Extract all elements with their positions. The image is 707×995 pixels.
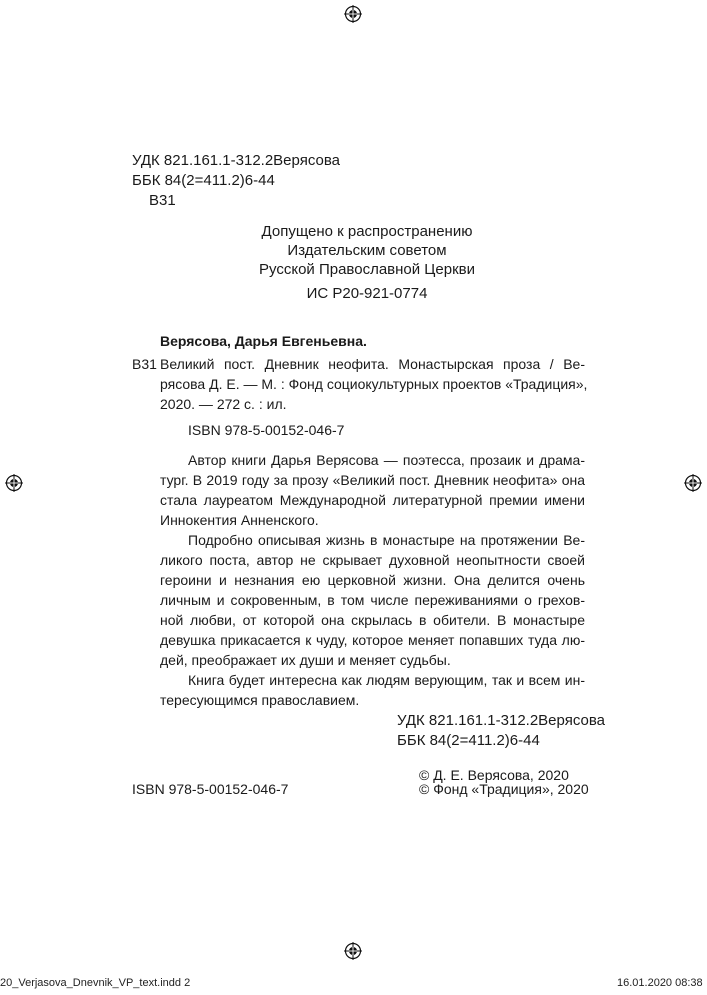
description-line: Великий пост. Дневник неофита. Монастырская проза / Ве-: [160, 356, 585, 372]
bbk-code: ББК 84(2=411.2)6-44: [132, 172, 275, 189]
approval-line: Допущено к распространению: [261, 223, 473, 240]
annotation-line: стала лауреатом Международной литературной премии имени: [160, 492, 585, 508]
approval-line: Русской Православной Церкви: [259, 261, 475, 278]
author-heading: Верясова, Дарья Евгеньевна.: [160, 333, 367, 349]
approval-line: Издательским советом: [287, 242, 447, 259]
slug-filename: 20_Verjasova_Dnevnik_VP_text.indd 2: [0, 977, 191, 989]
description-line: 2020. — 272 с. : ил.: [160, 396, 287, 412]
bibliographic-description: [160, 354, 588, 414]
annotation-line: тересующимся православием.: [160, 692, 360, 708]
annotation-line: девушка прикасается к чуду, которое меняет попавших туда лю-: [160, 632, 585, 648]
isbn: ISBN 978-5-00152-046-7: [132, 781, 289, 797]
annotation-line: Автор книги Дарья Верясова — поэтесса, прозаик и драма-: [188, 452, 585, 468]
author-mark: В31: [132, 356, 157, 372]
registration-mark-icon: [5, 474, 23, 492]
copyright-publisher: © Фонд «Традиция», 2020: [419, 781, 589, 797]
annotation-line: ной любви, от которой она скрылась в обители. В монастыре: [160, 612, 585, 628]
author-mark: В31: [149, 192, 176, 209]
annotation: [160, 450, 585, 710]
annotation-line: Иннокентия Анненского.: [160, 512, 319, 528]
annotation-line: ликого поста, автор не скрывает духовной неопытности своей: [160, 552, 585, 568]
description-line: рясова Д. Е. — М. : Фонд социокультурных проектов «Традиция»,: [160, 376, 588, 392]
udk-code: УДК 821.161.1-312.2Верясова: [397, 712, 605, 729]
copyright-author: © Д. Е. Верясова, 2020: [419, 767, 569, 783]
bbk-code: ББК 84(2=411.2)6-44: [397, 732, 540, 749]
annotation-line: Подробно описывая жизнь в монастыре на протяжении Ве-: [188, 532, 585, 548]
registration-mark-icon: [684, 474, 702, 492]
annotation-line: дей, преображает их души и меняет судьбы.: [160, 652, 451, 668]
slug-timestamp: 16.01.2020 08:38: [617, 977, 703, 989]
annotation-line: личным и сокровенным, в том числе переживаниями о грехов-: [160, 592, 585, 608]
isbn: ISBN 978-5-00152-046-7: [188, 422, 345, 438]
annotation-line: героини и незнания ею церковной жизни. Она делится очень: [160, 572, 585, 588]
udk-code: УДК 821.161.1-312.2Верясова: [132, 152, 340, 169]
registration-mark-icon: [344, 5, 362, 23]
approval-number: ИС Р20-921-0774: [306, 285, 428, 302]
annotation-line: тург. В 2019 году за прозу «Великий пост. Дневник неофита» она: [160, 472, 585, 488]
annotation-line: Книга будет интересна как людям верующим, так и всем ин-: [188, 672, 585, 688]
registration-mark-icon: [344, 942, 362, 960]
